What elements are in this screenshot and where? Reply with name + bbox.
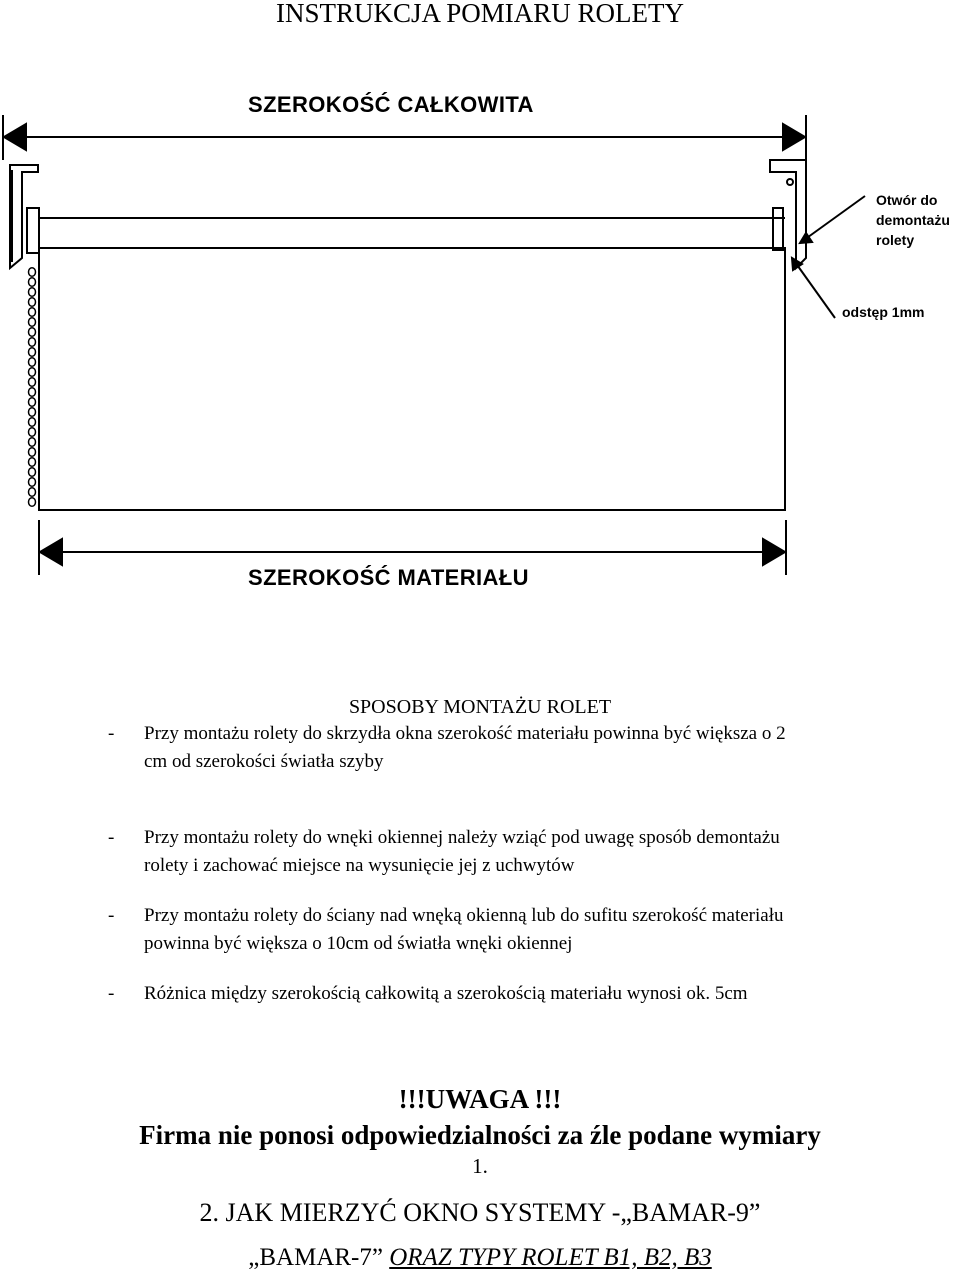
bullet-line: powinna być większa o 10cm od światła wnęki okiennej	[144, 933, 573, 954]
chain-bead	[29, 358, 36, 367]
chain-bead	[29, 468, 36, 477]
systems-line-plain: „BAMAR-7”	[248, 1244, 390, 1271]
systems-line	[0, 1244, 960, 1272]
chain-bead	[29, 328, 36, 337]
hole-label-line: demontażu	[876, 212, 950, 228]
gap-pointer-arrow	[792, 258, 835, 318]
chain-bead	[29, 308, 36, 317]
chain-bead	[29, 428, 36, 437]
chain-bead	[29, 288, 36, 297]
chain-bead	[29, 498, 36, 507]
chain-bead	[29, 458, 36, 467]
bullet-line: Różnica między szerokością całkowitą a szerokością materiału wynosi ok. 5cm	[144, 983, 748, 1004]
chain-beads	[29, 268, 36, 507]
bullet-line: cm od szerokości światła szyby	[144, 751, 384, 772]
systems-line-underlined: ORAZ TYPY ROLET B1, B2, B3	[389, 1244, 712, 1271]
chain-bead	[29, 418, 36, 427]
hole-label-line: Otwór do	[876, 192, 938, 208]
hole-label	[876, 190, 950, 250]
chain-bead	[29, 448, 36, 457]
hole-label-line: rolety	[876, 232, 915, 248]
bullet-dash: -	[108, 983, 115, 1004]
chain-bead	[29, 378, 36, 387]
warning-title: !!!UWAGA !!!	[398, 1084, 562, 1114]
warning-text: Firma nie ponosi odpowiedzialności za źle podane wymiary	[139, 1120, 821, 1150]
chain-bead	[29, 298, 36, 307]
document-title: INSTRUKCJA POMIARU ROLETY	[275, 0, 685, 28]
gap-label: odstęp 1mm	[842, 304, 925, 320]
bullet-line: rolety i zachować miejsce na wysunięcie jej z uchwytów	[144, 855, 575, 876]
chain-bead	[29, 278, 36, 287]
section-heading: SPOSOBY MONTAŻU ROLET	[348, 696, 612, 718]
chain-bead	[29, 408, 36, 417]
chain-bead	[29, 348, 36, 357]
numbered-item-1: 1.	[472, 1154, 488, 1178]
chain-bead	[29, 438, 36, 447]
bullet-dash: -	[108, 905, 115, 926]
chain-bead	[29, 268, 36, 277]
bullet-line: Przy montażu rolety do wnęki okiennej należy wziąć pod uwagę sposób demontażu	[144, 827, 780, 848]
numbered-item-2: 2. JAK MIERZYĆ OKNO SYSTEMY -„BAMAR-9”	[199, 1198, 761, 1227]
chain-bead	[29, 388, 36, 397]
chain-bead	[29, 398, 36, 407]
right-bracket	[770, 160, 806, 268]
roller-tube	[27, 208, 785, 253]
chain-bead	[29, 488, 36, 497]
total-width-dimension-line	[3, 115, 806, 160]
hole-pointer-arrow	[800, 196, 865, 243]
fabric-panel	[39, 248, 785, 510]
bullet-dash: -	[108, 723, 115, 744]
bullet-dash: -	[108, 827, 115, 848]
total-width-label: SZEROKOŚĆ CAŁKOWITA	[248, 92, 534, 117]
roller-blind-diagram	[0, 0, 960, 600]
material-width-label: SZEROKOŚĆ MATERIAŁU	[248, 565, 529, 590]
bullet-line: Przy montażu rolety do skrzydła okna szerokość materiału powinna być większa o 2	[144, 723, 786, 744]
chain-bead	[29, 338, 36, 347]
chain-bead	[29, 318, 36, 327]
chain-bead	[29, 368, 36, 377]
chain-bead	[29, 478, 36, 487]
bullet-line: Przy montażu rolety do ściany nad wnęką okienną lub do sufitu szerokość materiału	[144, 905, 784, 926]
